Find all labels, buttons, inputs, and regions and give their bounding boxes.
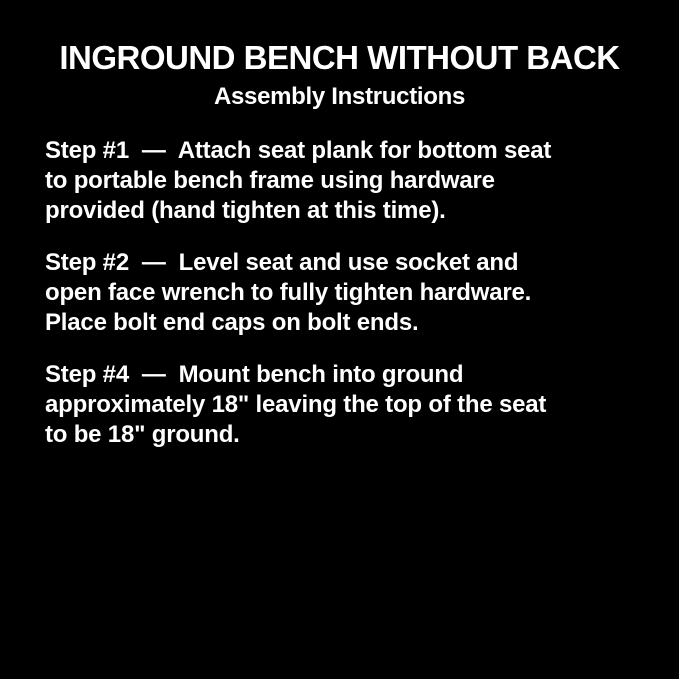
page-subtitle: Assembly Instructions bbox=[213, 83, 466, 110]
page-title: INGROUND BENCH WITHOUT BACK bbox=[59, 39, 620, 76]
step-2-line-3: Place bolt end caps on bolt ends. bbox=[45, 309, 419, 336]
step-1 bbox=[45, 136, 659, 226]
step-1-line-1: Step #1 — Attach seat plank for bottom seat bbox=[45, 137, 552, 164]
step-4 bbox=[45, 360, 659, 450]
step-2 bbox=[45, 248, 659, 338]
steps-list bbox=[0, 136, 679, 450]
step-2-line-2: open face wrench to fully tighten hardware. bbox=[45, 279, 532, 306]
step-4-line-3: to be 18" ground. bbox=[45, 421, 240, 448]
step-4-line-1: Step #4 — Mount bench into ground bbox=[45, 361, 464, 388]
step-1-line-3: provided (hand tighten at this time). bbox=[45, 197, 446, 224]
step-1-line-2: to portable bench frame using hardware bbox=[45, 167, 495, 194]
header bbox=[0, 0, 679, 112]
step-4-line-2: approximately 18" leaving the top of the seat bbox=[45, 391, 547, 418]
step-2-line-1: Step #2 — Level seat and use socket and bbox=[45, 249, 519, 276]
